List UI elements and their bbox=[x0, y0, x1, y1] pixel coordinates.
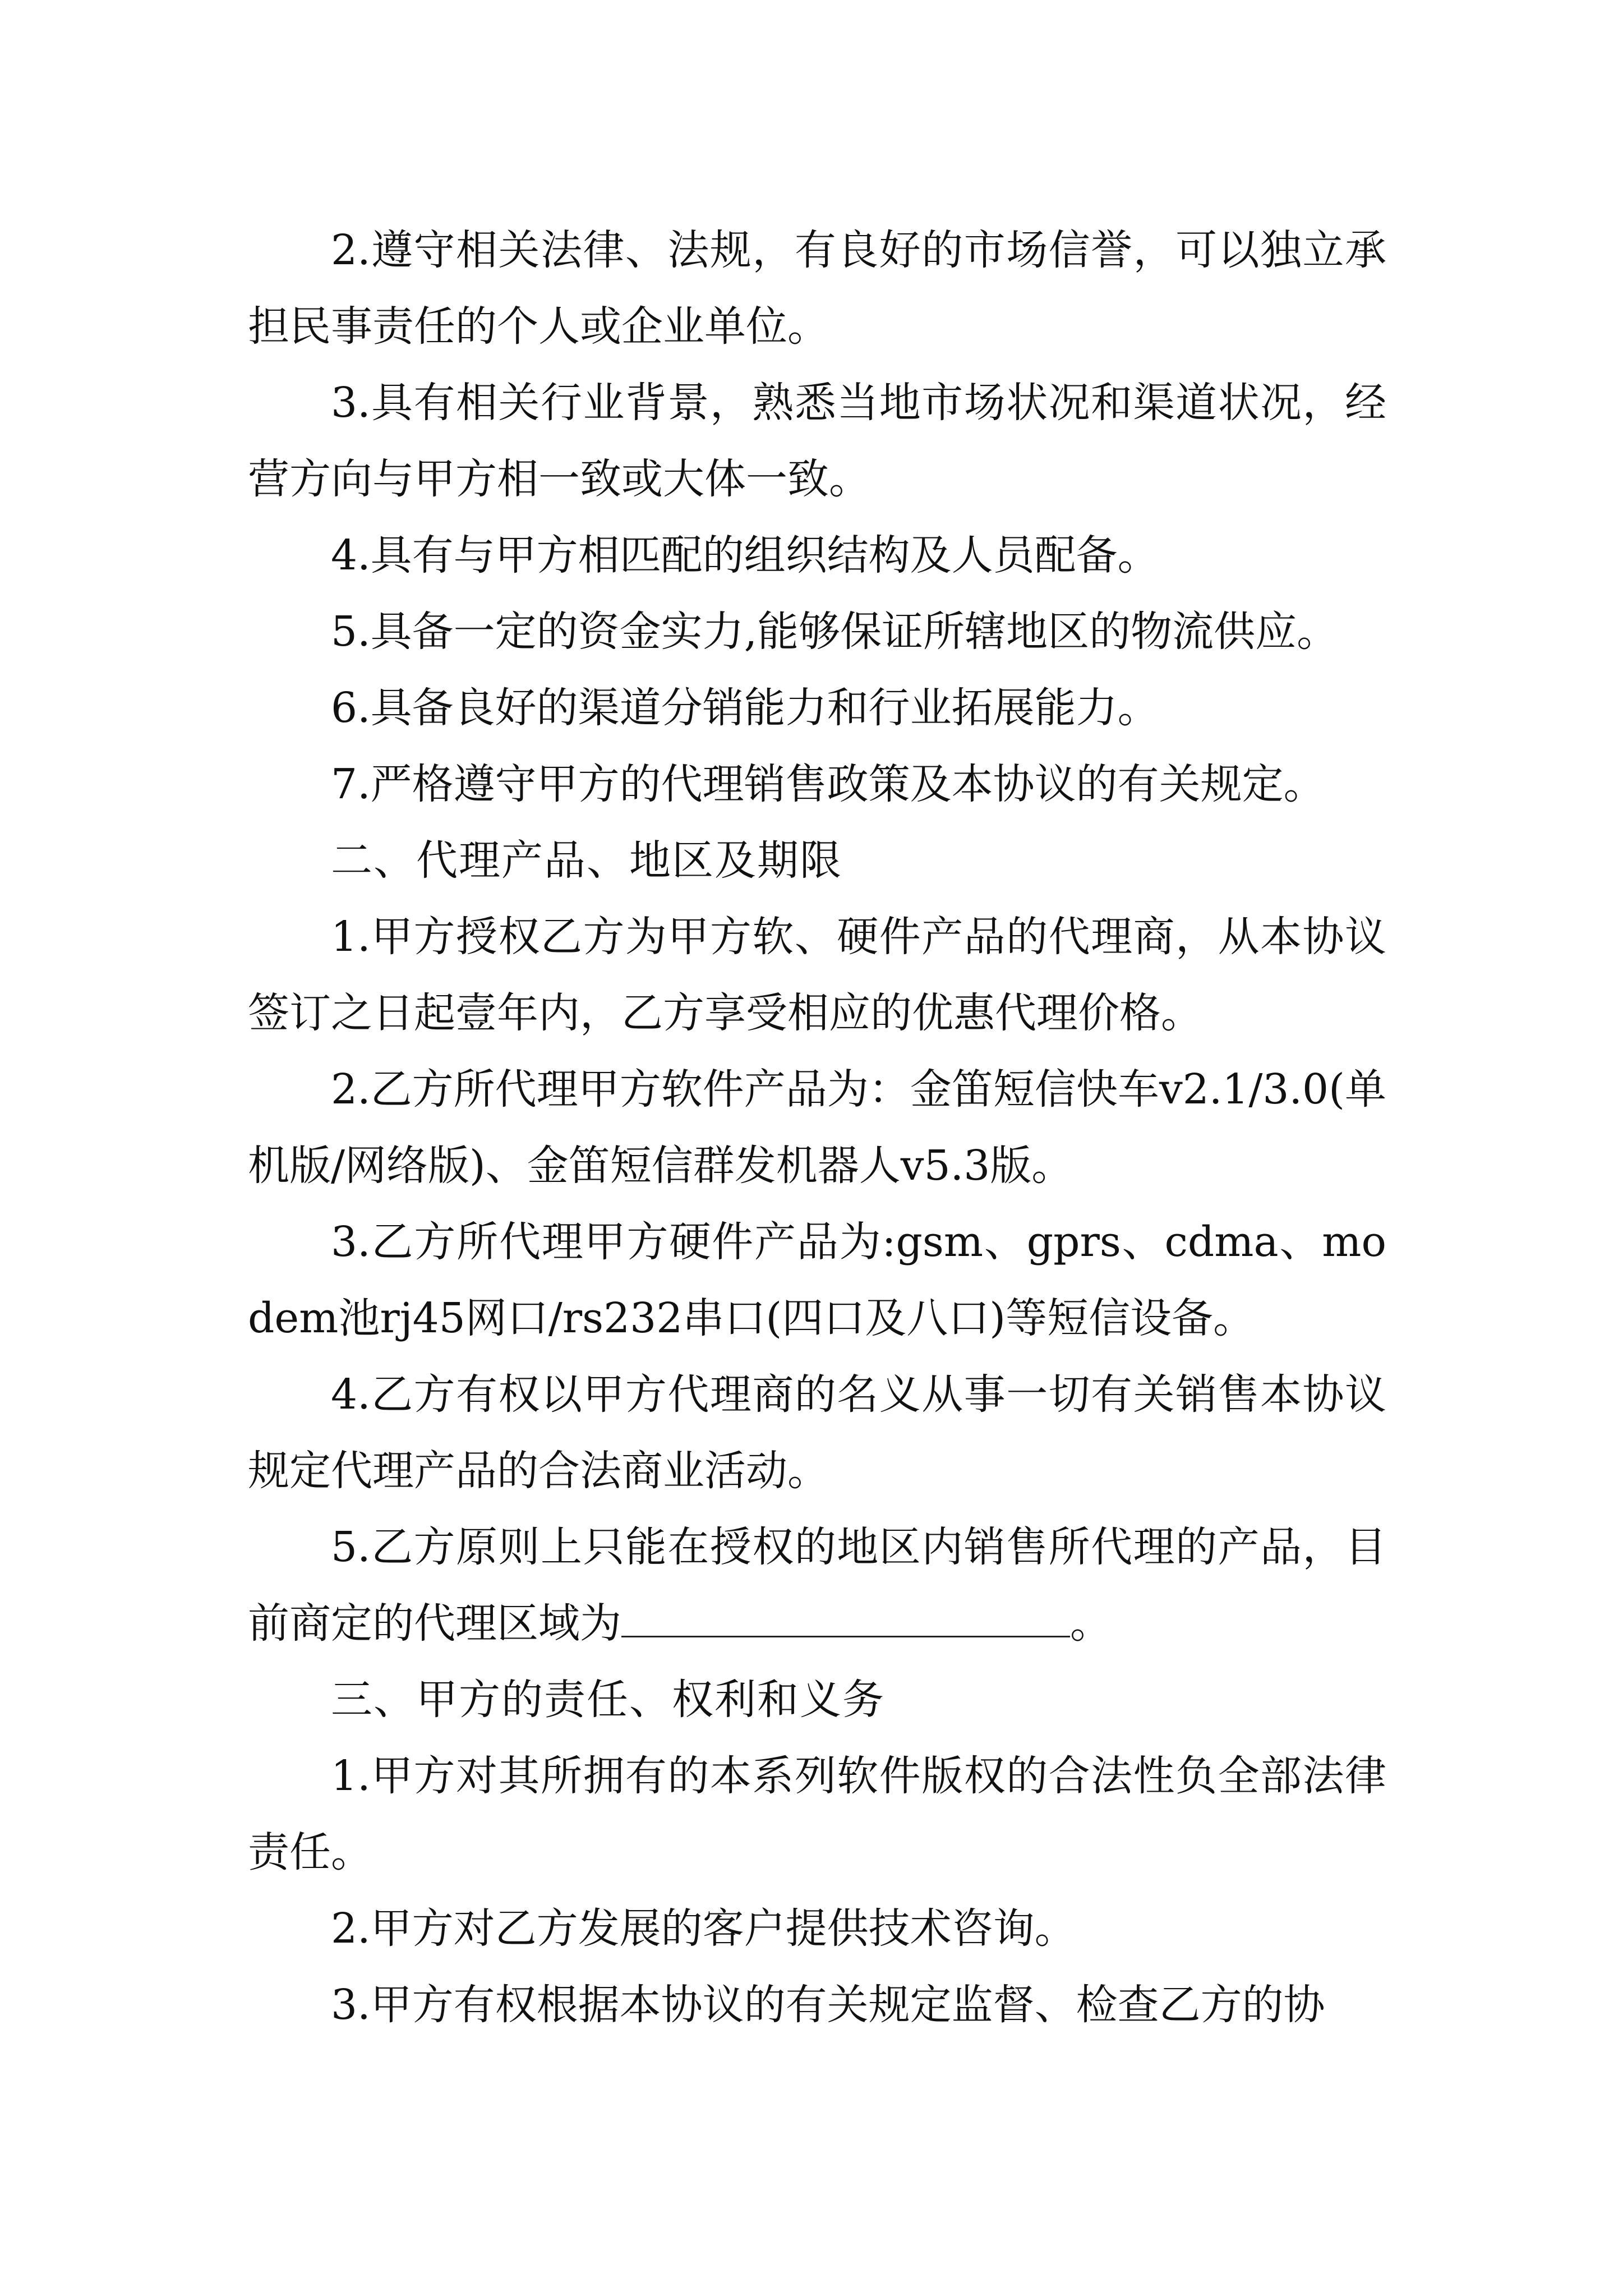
clause-5-capital: 5.具备一定的资金实力,能够保证所辖地区的物流供应。 bbox=[331, 608, 1339, 656]
section-heading-party-a: 三、甲方的责任、权利和义务 bbox=[331, 1676, 885, 1724]
document-body bbox=[248, 212, 1386, 2043]
clause-products-5-text: 5.乙方原则上只能在授权的地区内销售所代理的产品，目前商定的代理区域为 bbox=[248, 1523, 1386, 1648]
clause-4-organization: 4.具有与甲方相匹配的组织结构及人员配备。 bbox=[331, 531, 1159, 579]
clause-party-a-2: 2.甲方对乙方发展的客户提供技术咨询。 bbox=[331, 1904, 1076, 1953]
clause-7-compliance: 7.严格遵守甲方的代理销售政策及本协议的有关规定。 bbox=[331, 760, 1325, 808]
clause-products-4: 4.乙方有权以甲方代理商的名义从事一切有关销售本协议规定代理产品的合法商业活动。 bbox=[248, 1370, 1386, 1495]
clause-products-5 bbox=[248, 1509, 1386, 1662]
clause-products-3: 3.乙方所代理甲方硬件产品为:gsm、gprs、cdma、modem池rj45网口/rs232串口(四口及八口)等短信设备。 bbox=[248, 1218, 1386, 1342]
clause-products-5-end: 。 bbox=[1070, 1599, 1112, 1648]
clause-products-2: 2.乙方所代理甲方软件产品为：金笛短信快车v2.1/3.0(单机版/网络版)、金笛短信群发机器人v5.3版。 bbox=[248, 1065, 1386, 1190]
clause-3-background: 3.具有相关行业背景，熟悉当地市场状况和渠道状况，经营方向与甲方相一致或大体一致。 bbox=[248, 379, 1386, 503]
clause-party-a-1: 1.甲方对其所拥有的本系列软件版权的合法性负全部法律责任。 bbox=[248, 1752, 1386, 1876]
clause-6-distribution: 6.具备良好的渠道分销能力和行业拓展能力。 bbox=[331, 684, 1159, 732]
section-heading-products: 二、代理产品、地区及期限 bbox=[331, 836, 842, 885]
clause-products-1: 1.甲方授权乙方为甲方软、硬件产品的代理商，从本协议签订之日起壹年内，乙方享受相应的优惠代理价格。 bbox=[248, 913, 1386, 1037]
region-fill-blank[interactable] bbox=[621, 1602, 1070, 1637]
clause-party-a-3: 3.甲方有权根据本协议的有关规定监督、检查乙方的协 bbox=[331, 1981, 1325, 2029]
clause-2-integrity: 2.遵守相关法律、法规，有良好的市场信誉，可以独立承担民事责任的个人或企业单位。 bbox=[248, 226, 1386, 351]
